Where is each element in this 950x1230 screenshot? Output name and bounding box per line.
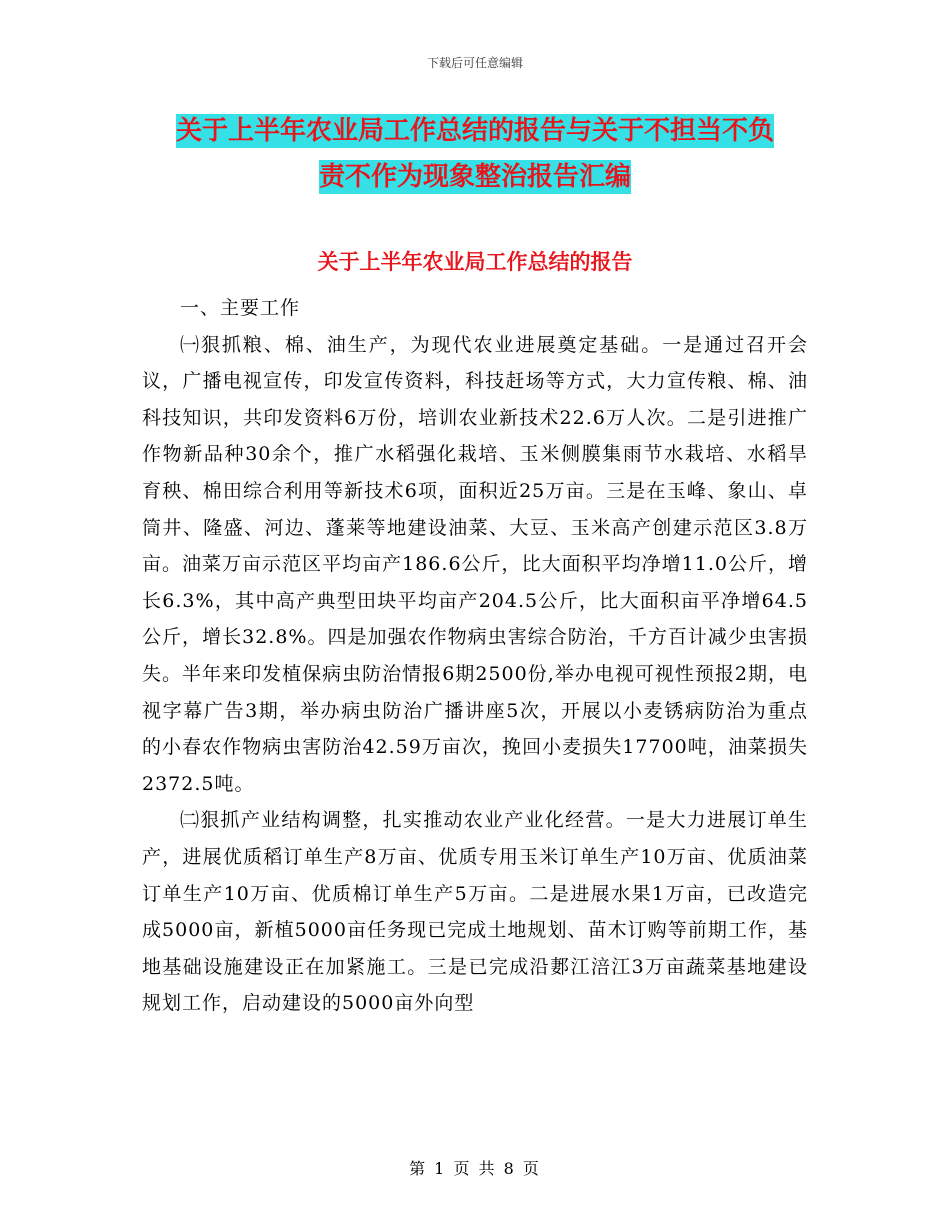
paragraph-grain-cotton-oil: ㈠狠抓粮、棉、油生产，为现代农业进展奠定基础。一是通过召开会议，广播电视宣传，印发宣传资料，科技赶场等方式，大力宣传粮、棉、油科技知识，共印发资料6万份，培训农业新技术22.6万人次。二是引进推广作物新品种30余个，推广水稻强化栽培、玉米侧膜集雨节水栽培、水稻旱育秧、棉田综合利用等新技术6项，面积近25万亩。三是在玉峰、象山、卓筒井、隆盛、河边、蓬莱等地建设油菜、大豆、玉米高产创建示范区3.8万亩。油菜万亩示范区平均亩产186.6公斤，比大面积平均净增11.0公斤，增长6.3%，其中高产典型田块平均亩产204.5公斤，比大面积亩平净增64.5公斤，增长32.8%。四是加强农作物病虫害综合防治，千方百计减少虫害损失。半年来印发植保病虫防治情报6期2500份,举办电视可视性预报2期，电视字幕广告3期，举办病虫防治广播讲座5次，开展以小麦锈病防治为重点的小春农作物病虫害防治42.59万亩次，挽回小麦损失17700吨，油菜损失2372.5吨。 xyxy=(142,333,808,795)
document-title-line-2: 责不作为现象整治报告汇编 xyxy=(318,162,631,192)
section-title: 关于上半年农业局工作总结的报告 xyxy=(317,250,633,274)
document-title xyxy=(150,108,800,200)
document-title-line-1: 关于上半年农业局工作总结的报告与关于不担当不负 xyxy=(175,116,774,146)
heading-main-work: 一、主要工作 xyxy=(180,297,301,319)
document-body xyxy=(142,290,808,1022)
paragraph-industry-structure: ㈡狠抓产业结构调整，扎实推动农业产业化经营。一是大力进展订单生产，进展优质稻订单生产8万亩、优质专用玉米订单生产10万亩、优质油菜订单生产10万亩、优质棉订单生产5万亩。二是进展水果1万亩，已改造完成5000亩，新植5000亩任务现已完成土地规划、苗木订购等前期工作，基地基础设施建设正在加紧施工。三是已完成沿郪江涪江3万亩蔬菜基地建设规划工作，启动建设的5000亩外向型 xyxy=(142,809,808,1015)
page-number: 第 1 页 共 8 页 xyxy=(409,1159,541,1178)
page-header-note: 下载后可任意编辑 xyxy=(426,56,523,70)
